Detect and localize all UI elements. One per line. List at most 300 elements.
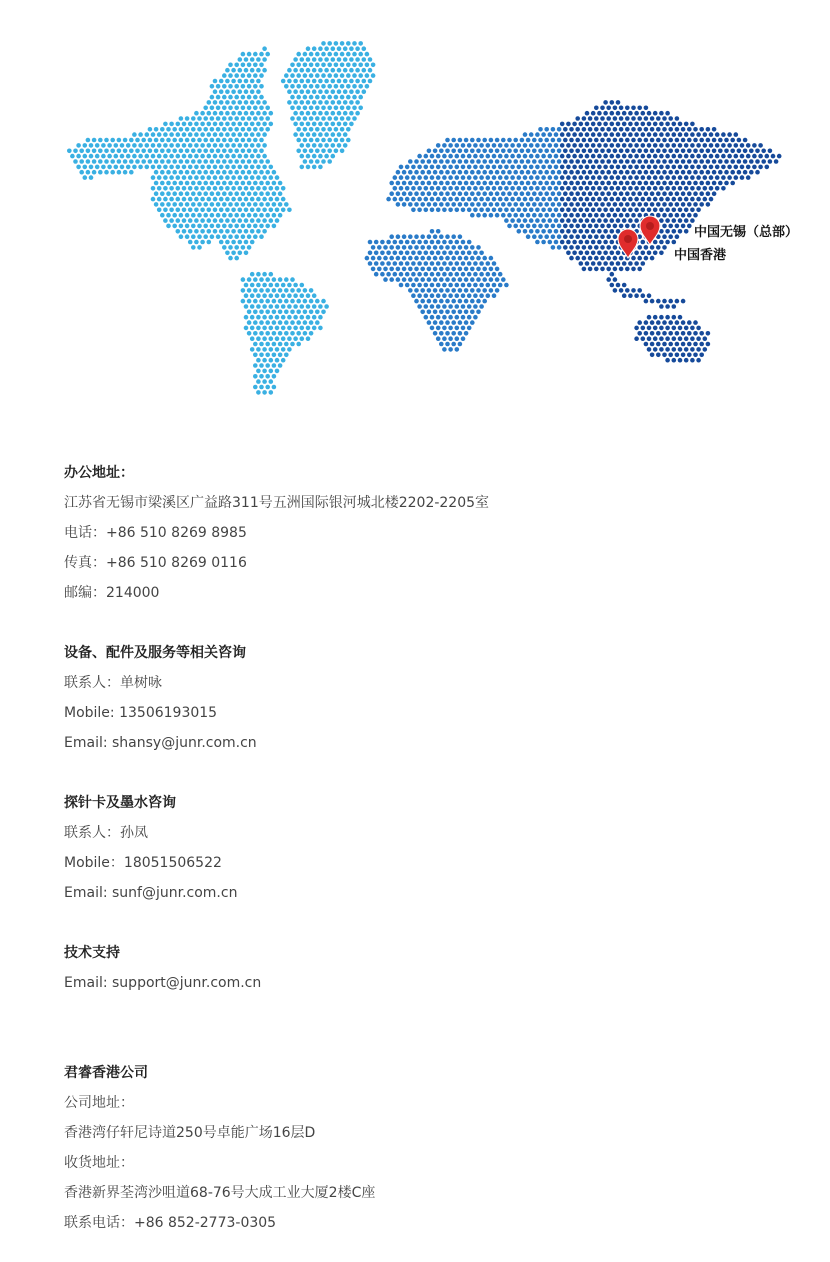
map-dot [371, 245, 376, 250]
map-dot [610, 111, 615, 116]
map-dot [489, 191, 494, 196]
map-dot [594, 159, 599, 164]
map-dot [529, 186, 534, 191]
map-dot [706, 170, 711, 175]
map-dot [259, 213, 264, 218]
map-dot [650, 320, 655, 325]
map-dot [154, 159, 159, 164]
map-dot [455, 154, 460, 159]
map-dot [231, 251, 236, 256]
map-dot [672, 132, 677, 137]
map-dot [678, 122, 683, 127]
map-dot [408, 159, 413, 164]
map-dot [461, 143, 466, 148]
map-dot [560, 175, 565, 180]
map-dot [470, 299, 475, 304]
map-dot [424, 186, 429, 191]
map-dot [467, 165, 472, 170]
map-dot [675, 342, 680, 347]
map-dot [225, 68, 230, 73]
map-dot [588, 170, 593, 175]
map-dot [318, 143, 323, 148]
map-dot [554, 229, 559, 234]
map-dot [411, 261, 416, 266]
map-dot [222, 170, 227, 175]
map-dot [238, 240, 243, 245]
map-dot [253, 299, 258, 304]
map-dot [535, 186, 540, 191]
map-dot [510, 143, 515, 148]
map-dot [278, 191, 283, 196]
map-dot [145, 165, 150, 170]
map-dot [665, 240, 670, 245]
map-dot [324, 122, 329, 127]
map-dot [520, 149, 525, 154]
map-dot [560, 122, 565, 127]
map-dot [154, 202, 159, 207]
map-dot [647, 326, 652, 331]
map-dot [436, 304, 441, 309]
map-dot [309, 127, 314, 132]
map-dot [293, 79, 298, 84]
map-dot [238, 132, 243, 137]
map-dot [365, 256, 370, 261]
map-dot [693, 320, 698, 325]
map-dot [228, 181, 233, 186]
map-dot [684, 197, 689, 202]
map-dot [349, 68, 354, 73]
map-dot [424, 293, 429, 298]
map-dot [529, 165, 534, 170]
map-dot [439, 159, 444, 164]
map-dot [585, 218, 590, 223]
map-dot [594, 267, 599, 272]
map-dot [442, 197, 447, 202]
map-dot [476, 149, 481, 154]
map-dot [765, 154, 770, 159]
map-dot [86, 159, 91, 164]
map-dot [665, 132, 670, 137]
map-dot [145, 132, 150, 137]
map-dot [448, 165, 453, 170]
map-dot [275, 197, 280, 202]
map-dot [334, 106, 339, 111]
map-dot [213, 111, 218, 116]
map-dot [544, 213, 549, 218]
map-dot [464, 256, 469, 261]
map-dot [492, 175, 497, 180]
map-dot [262, 143, 267, 148]
map-dot [290, 73, 295, 78]
map-dot [637, 159, 642, 164]
map-dot [327, 63, 332, 68]
map-dot [451, 320, 456, 325]
map-dot [414, 267, 419, 272]
map-dot [653, 315, 658, 320]
map-dot [693, 191, 698, 196]
map-dot [238, 208, 243, 213]
map-dot [306, 100, 311, 105]
map-dot [234, 149, 239, 154]
map-dot [637, 138, 642, 143]
map-dot [290, 84, 295, 89]
map-dot [309, 106, 314, 111]
map-dot [662, 342, 667, 347]
map-dot [222, 245, 227, 250]
map-dot [659, 154, 664, 159]
map-dot [668, 138, 673, 143]
map-dot [715, 165, 720, 170]
map-dot [653, 347, 658, 352]
map-dot [315, 95, 320, 100]
map-dot [427, 277, 432, 282]
map-dot [551, 181, 556, 186]
map-dot [253, 213, 258, 218]
map-dot [250, 240, 255, 245]
map-dot [225, 208, 230, 213]
map-dot [334, 73, 339, 78]
map-dot [656, 181, 661, 186]
map-dot [458, 170, 463, 175]
map-dot [259, 310, 264, 315]
map-dot [318, 304, 323, 309]
map-dot [473, 208, 478, 213]
map-dot [67, 149, 72, 154]
map-dot [296, 63, 301, 68]
map-dot [272, 202, 277, 207]
map-dot [482, 138, 487, 143]
map-dot [622, 186, 627, 191]
section-support [64, 938, 804, 998]
map-dot [520, 159, 525, 164]
map-dot [241, 202, 246, 207]
map-dot [383, 256, 388, 261]
map-dot [448, 304, 453, 309]
map-dot [340, 52, 345, 57]
map-dot [464, 170, 469, 175]
map-dot [690, 154, 695, 159]
map-dot [473, 175, 478, 180]
map-dot [526, 170, 531, 175]
map-dot [696, 143, 701, 148]
map-dot [507, 138, 512, 143]
map-dot [603, 240, 608, 245]
map-dot [461, 304, 466, 309]
map-dot [241, 106, 246, 111]
hk-office-label: 公司地址： [64, 1095, 134, 1111]
map-dot [761, 149, 766, 154]
map-dot [479, 175, 484, 180]
map-dot [135, 159, 140, 164]
map-dot [365, 52, 370, 57]
map-dot [269, 369, 274, 374]
map-dot [603, 251, 608, 256]
map-dot [368, 240, 373, 245]
map-dot [662, 116, 667, 121]
map-dot [662, 127, 667, 132]
map-dot [566, 208, 571, 213]
map-dot [606, 277, 611, 282]
section-equipment [64, 638, 804, 758]
map-dot [513, 202, 518, 207]
map-dot [207, 240, 212, 245]
map-dot [296, 299, 301, 304]
map-dot [259, 288, 264, 293]
map-dot [690, 197, 695, 202]
map-dot [222, 127, 227, 132]
map-dot [253, 342, 258, 347]
map-dot [579, 197, 584, 202]
map-dot [225, 229, 230, 234]
map-dot [269, 218, 274, 223]
map-dot [203, 234, 208, 239]
map-dot [551, 127, 556, 132]
map-dot [420, 191, 425, 196]
map-dot [318, 326, 323, 331]
map-dot [715, 154, 720, 159]
map-dot [461, 186, 466, 191]
map-dot [377, 245, 382, 250]
map-dot [569, 138, 574, 143]
map-dot [160, 181, 165, 186]
map-dot [250, 111, 255, 116]
map-dot [572, 154, 577, 159]
map-dot [678, 347, 683, 352]
map-dot [179, 159, 184, 164]
map-dot [417, 208, 422, 213]
map-dot [253, 202, 258, 207]
map-dot [656, 149, 661, 154]
map-dot [231, 79, 236, 84]
map-dot [672, 347, 677, 352]
map-dot [693, 342, 698, 347]
map-dot [569, 170, 574, 175]
map-dot [148, 127, 153, 132]
map-dot [619, 267, 624, 272]
map-dot [489, 138, 494, 143]
map-dot [715, 143, 720, 148]
map-dot [278, 363, 283, 368]
map-dot [169, 175, 174, 180]
map-dot [606, 106, 611, 111]
map-dot [569, 181, 574, 186]
map-dot [659, 304, 664, 309]
map-dot [393, 186, 398, 191]
map-dot [259, 106, 264, 111]
map-dot [287, 304, 292, 309]
map-dot [216, 191, 221, 196]
map-dot [613, 149, 618, 154]
map-dot [262, 347, 267, 352]
map-dot [569, 256, 574, 261]
map-dot [250, 283, 255, 288]
map-dot [185, 170, 190, 175]
map-dot [486, 165, 491, 170]
map-dot [594, 138, 599, 143]
map-dot [600, 245, 605, 250]
map-dot [619, 224, 624, 229]
map-dot [684, 218, 689, 223]
map-dot [281, 208, 286, 213]
map-dot [476, 277, 481, 282]
map-dot [244, 315, 249, 320]
section-heading: 探针卡及墨水咨询 [64, 795, 176, 811]
map-dot [346, 127, 351, 132]
map-dot [188, 175, 193, 180]
map-dot [656, 127, 661, 132]
map-dot [659, 197, 664, 202]
map-dot [628, 122, 633, 127]
map-dot [455, 165, 460, 170]
map-dot [684, 347, 689, 352]
map-dot [216, 95, 221, 100]
map-dot [300, 315, 305, 320]
map-dot [83, 175, 88, 180]
map-dot [321, 63, 326, 68]
map-dot [554, 175, 559, 180]
map-dot [656, 245, 661, 250]
map-dot [579, 251, 584, 256]
map-dot [467, 175, 472, 180]
map-dot [185, 181, 190, 186]
map-dot [250, 122, 255, 127]
map-dot [752, 165, 757, 170]
map-dot [315, 310, 320, 315]
map-dot [572, 175, 577, 180]
map-dot [628, 293, 633, 298]
map-dot [234, 256, 239, 261]
map-dot [696, 154, 701, 159]
map-dot [684, 122, 689, 127]
map-dot [219, 240, 224, 245]
map-dot [591, 165, 596, 170]
map-dot [600, 149, 605, 154]
map-dot [234, 224, 239, 229]
map-dot [238, 122, 243, 127]
map-dot [495, 202, 500, 207]
map-dot [473, 197, 478, 202]
map-dot [259, 170, 264, 175]
map-dot [523, 208, 528, 213]
map-dot [557, 149, 562, 154]
map-dot [613, 138, 618, 143]
map-dot [439, 331, 444, 336]
map-dot [213, 122, 218, 127]
map-dot [321, 138, 326, 143]
map-dot [424, 315, 429, 320]
map-dot [628, 175, 633, 180]
map-dot [250, 304, 255, 309]
map-dot [358, 106, 363, 111]
map-dot [210, 138, 215, 143]
map-dot [591, 175, 596, 180]
map-dot [402, 267, 407, 272]
map-dot [681, 181, 686, 186]
map-dot [470, 213, 475, 218]
map-dot [709, 165, 714, 170]
map-dot [219, 165, 224, 170]
map-dot [424, 272, 429, 277]
map-dot [653, 175, 658, 180]
map-dot [352, 41, 357, 46]
map-dot [532, 191, 537, 196]
map-dot [352, 63, 357, 68]
map-dot [606, 234, 611, 239]
map-dot [656, 202, 661, 207]
map-dot [188, 154, 193, 159]
map-dot [526, 224, 531, 229]
map-dot [191, 202, 196, 207]
map-dot [625, 267, 630, 272]
map-dot [606, 213, 611, 218]
map-dot [625, 127, 630, 132]
map-dot [634, 154, 639, 159]
map-dot [597, 175, 602, 180]
map-dot [281, 197, 286, 202]
map-dot [318, 68, 323, 73]
map-dot [526, 234, 531, 239]
map-dot [343, 122, 348, 127]
map-dot [256, 229, 261, 234]
map-dot [470, 202, 475, 207]
map-dot [200, 122, 205, 127]
map-dot [684, 165, 689, 170]
map-dot [151, 165, 156, 170]
map-dot [622, 122, 627, 127]
map-dot [145, 154, 150, 159]
map-dot [594, 127, 599, 132]
map-dot [234, 191, 239, 196]
map-dot [436, 251, 441, 256]
map-dot [324, 154, 329, 159]
office-address: 江苏省无锡市梁溪区广益路311号五洲国际银河城北楼2202-2205室 [64, 495, 490, 511]
map-dot [566, 251, 571, 256]
map-dot [706, 149, 711, 154]
map-dot [238, 68, 243, 73]
map-dot [445, 202, 450, 207]
map-dot [315, 52, 320, 57]
map-dot [513, 170, 518, 175]
map-dot [334, 116, 339, 121]
map-dot [628, 218, 633, 223]
map-dot [467, 304, 472, 309]
map-dot [551, 234, 556, 239]
map-dot [594, 213, 599, 218]
map-dot [207, 122, 212, 127]
map-dot [727, 175, 732, 180]
map-dot [371, 256, 376, 261]
map-dot [238, 100, 243, 105]
map-dot [176, 143, 181, 148]
map-dot [222, 202, 227, 207]
map-dot [275, 208, 280, 213]
map-dot [272, 170, 277, 175]
map-dot [517, 165, 522, 170]
map-dot [473, 251, 478, 256]
map-dot [327, 84, 332, 89]
map-dot [324, 79, 329, 84]
map-dot [225, 186, 230, 191]
map-dot [625, 202, 630, 207]
map-dot [470, 256, 475, 261]
map-dot [318, 122, 323, 127]
map-dot [650, 256, 655, 261]
map-dot [594, 181, 599, 186]
map-dot [281, 336, 286, 341]
map-dot [461, 272, 466, 277]
map-dot [176, 154, 181, 159]
map-dot [98, 159, 103, 164]
